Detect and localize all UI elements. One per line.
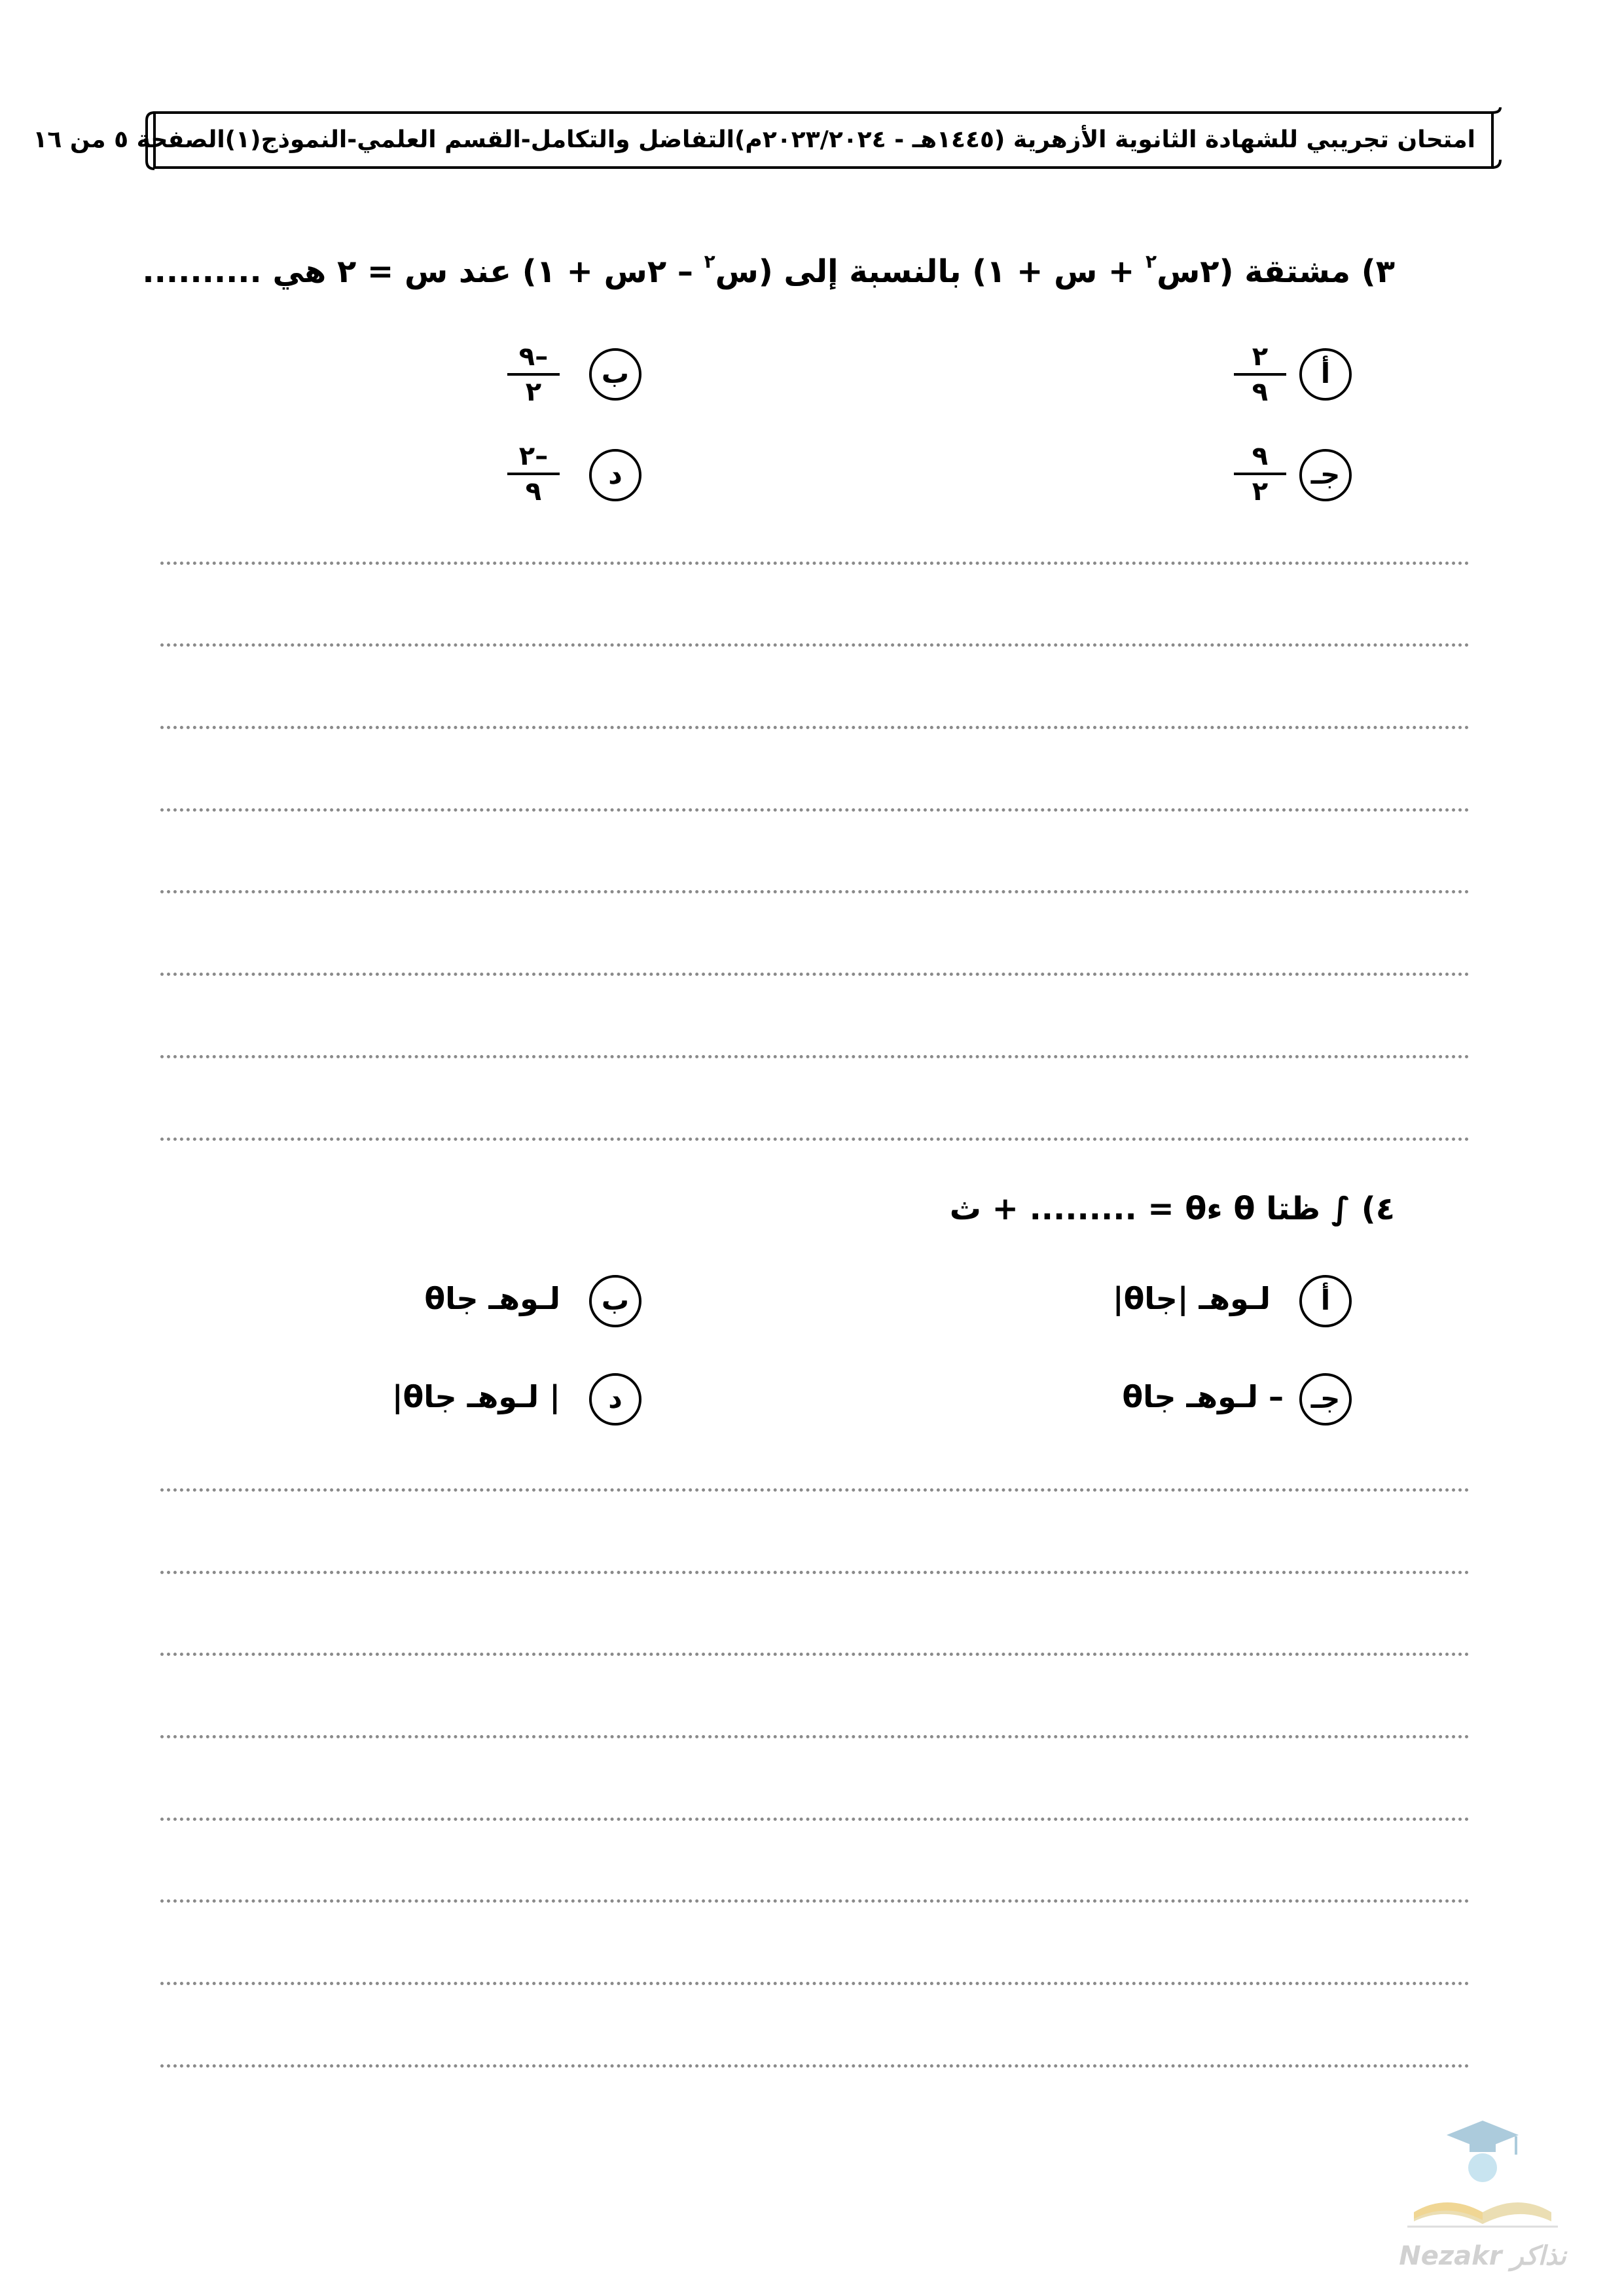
q3-sup2: ٢ (704, 251, 715, 272)
q3-option-c-denominator: ٢ (1252, 476, 1269, 507)
header-title: امتحان تجريبي للشهادة الثانوية الأزهرية (١٤٤٥هـ - ٢٠٢٣/٢٠٢٤م)التفاضل والتكامل-القسم العلمي-النموذج(١)الصفحة ٥ من ١٦ (33, 126, 1475, 153)
q3-option-d-fraction (507, 441, 560, 507)
answer-line[interactable] (160, 2064, 1470, 2068)
answer-line[interactable] (160, 1899, 1470, 1903)
q3-option-c-radio[interactable]: جـ (1299, 449, 1352, 501)
q3-option-c-fraction (1234, 441, 1286, 507)
q3-option-a-radio[interactable]: أ (1299, 348, 1352, 401)
q3-stem-part1: ٣) مشتقة (٢س (1157, 253, 1395, 290)
answer-line[interactable] (160, 808, 1470, 812)
q4-option-b-expression: لـوهـ جاθ (424, 1281, 560, 1316)
answer-line[interactable] (160, 1055, 1470, 1058)
answer-line[interactable] (160, 1735, 1470, 1738)
q3-option-b-numerator: ٩– (507, 342, 560, 376)
q3-option-a-numerator: ٢ (1234, 342, 1286, 376)
answer-line[interactable] (160, 643, 1470, 647)
q4-option-a-expression: لـوهـ |جاθ| (1112, 1281, 1271, 1316)
nezakr-watermark (1388, 2114, 1578, 2271)
q4-option-d-expression: | لـوهـ جاθ| (391, 1379, 560, 1414)
graduation-cap-book-icon (1388, 2114, 1578, 2238)
q4-option-b-radio[interactable]: ب (589, 1275, 641, 1327)
q3-option-b-radio[interactable]: ب (589, 348, 641, 401)
answer-line[interactable] (160, 1571, 1470, 1574)
q3-option-d-denominator: ٩ (525, 476, 542, 507)
answer-line[interactable] (160, 562, 1470, 565)
q3-option-d-radio[interactable]: د (589, 449, 641, 501)
q4-option-c-radio[interactable]: جـ (1299, 1373, 1352, 1426)
question-4-stem: ٤) ∫ ظتا θ ءθ = ......... + ث (949, 1191, 1395, 1227)
q3-option-b-denominator: ٢ (525, 377, 542, 407)
q3-option-b-fraction (507, 342, 560, 407)
q3-option-d-numerator: ٢– (507, 441, 560, 475)
page-header (33, 106, 1502, 174)
answer-line[interactable] (160, 890, 1470, 893)
q3-option-c-numerator: ٩ (1234, 441, 1286, 475)
question-3-stem (142, 239, 1395, 295)
q3-sup1: ٢ (1145, 251, 1157, 272)
answer-line[interactable] (160, 726, 1470, 729)
answer-line[interactable] (160, 1488, 1470, 1492)
q4-option-d-radio[interactable]: د (589, 1373, 641, 1426)
answer-line[interactable] (160, 973, 1470, 976)
q3-stem-part3: – ٢س + ١) عند س = ٢ هي .......... (142, 253, 704, 290)
answer-line[interactable] (160, 1982, 1470, 1985)
q3-option-a-fraction (1234, 342, 1286, 407)
answer-line[interactable] (160, 1818, 1470, 1821)
q4-option-c-expression: – لـوهـ جاθ (1122, 1379, 1284, 1414)
q4-option-a-radio[interactable]: أ (1299, 1275, 1352, 1327)
answer-line[interactable] (160, 1653, 1470, 1656)
q3-stem-part2: + س + ١) بالنسبة إلى (س (715, 253, 1146, 290)
watermark-text: Nezakr نذاكر (1399, 2241, 1566, 2271)
answer-line[interactable] (160, 1138, 1470, 1141)
q3-option-a-denominator: ٩ (1252, 377, 1269, 407)
